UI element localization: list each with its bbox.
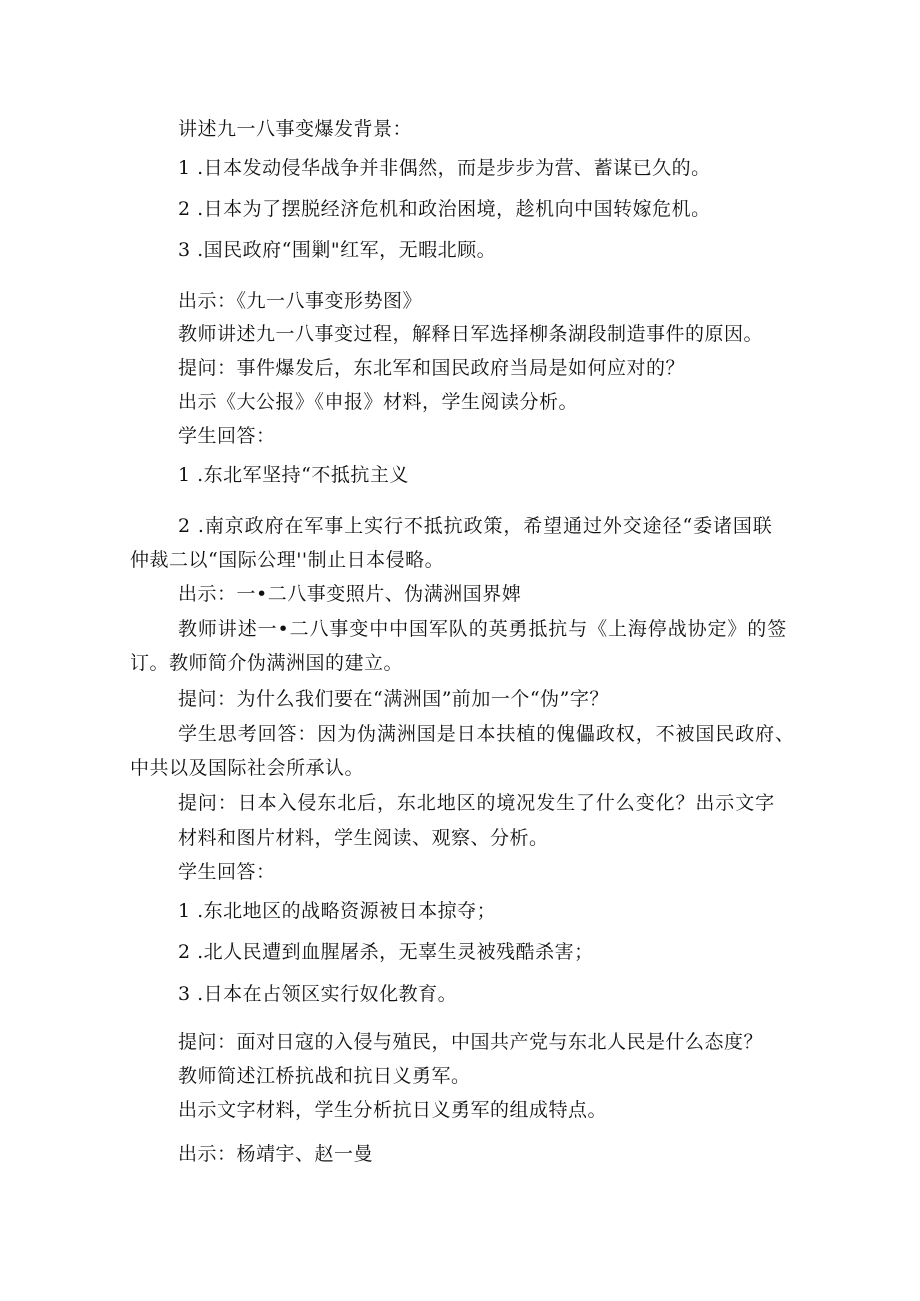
text-line-show-materials: 出示文字材料，学生分析抗日义勇军的组成特点。: [178, 1099, 608, 1121]
text-line-student-think: 学生思考回答：因为伪满洲国是日本扶植的傀儡政权，不被国民政府、: [178, 723, 795, 745]
text-line-student-answer-1: 学生回答：: [178, 425, 276, 447]
text-line-continuation-4: 材料和图片材料，学生阅读、观察、分析。: [178, 827, 549, 849]
list-item-2: 2 .日本为了摆脱经济危机和政治困境，趁机向中国转嫁危机。: [178, 198, 711, 220]
text-line-intro: 讲述九一八事变爆发背景：: [178, 118, 413, 140]
text-line-question-3: 提问：日本入侵东北后，东北地区的境况发生了什么变化？出示文字: [178, 792, 776, 814]
text-line-show-map: 出示：《九一八事变形势图》: [178, 290, 423, 312]
list-item-3: 3 .国民政府“围剿"红军，无暇北顾。: [178, 239, 497, 261]
text-line-student-answer-2: 学生回答：: [178, 861, 276, 883]
list-item-answer-4: 2 .北人民遭到血腥屠杀，无辜生灵被残酷杀害；: [178, 941, 594, 963]
list-item-answer-3: 1 .东北地区的战略资源被日本掠夺；: [178, 900, 497, 922]
text-line-continuation-2: 订。教师简介伪满洲国的建立。: [130, 652, 404, 674]
text-line-show-photos: 出示：一•二八事变照片、伪满洲国界婢: [178, 583, 522, 605]
text-line-show-newspapers: 出示《大公报》《申报》材料，学生阅读分析。: [178, 391, 579, 413]
text-line-teacher-brief: 教师简述江桥抗战和抗日义勇军。: [178, 1065, 471, 1087]
text-line-teacher-explain: 教师讲述九一八事变过程，解释日军选择柳条湖段制造事件的原因。: [178, 323, 764, 345]
list-item-answer-5: 3 .日本在占领区实行奴化教育。: [178, 983, 458, 1005]
text-line-question-2: 提问：为什么我们要在“满洲国”前加一个“伪”字？: [178, 688, 609, 710]
list-item-answer-1: 1 .东北军坚持“不抵抗主义: [178, 464, 409, 486]
list-item-1: 1 .日本发动侵华战争并非偶然，而是步步为营、蓄谋已久的。: [178, 157, 711, 179]
text-line-question-1: 提问：事件爆发后，东北军和国民政府当局是如何应对的？: [178, 357, 686, 379]
text-line-teacher-explain-2: 教师讲述一•二八事变中中国军队的英勇抵抗与《上海停战协定》的签: [178, 618, 788, 640]
list-item-answer-2: 2 .南京政府在军事上实行不抵抗政策，希望通过外交途径“委诸国联: [178, 515, 773, 537]
text-line-continuation-3: 中共以及国际社会所承认。: [130, 757, 365, 779]
text-line-show-people: 出示：杨靖宇、赵一曼: [178, 1143, 374, 1165]
text-line-continuation-1: 仲裁二以“国际公理''制止日本侵略。: [130, 549, 445, 571]
text-line-question-4: 提问：面对日寇的入侵与殖民，中国共产党与东北人民是什么态度？: [178, 1031, 764, 1053]
